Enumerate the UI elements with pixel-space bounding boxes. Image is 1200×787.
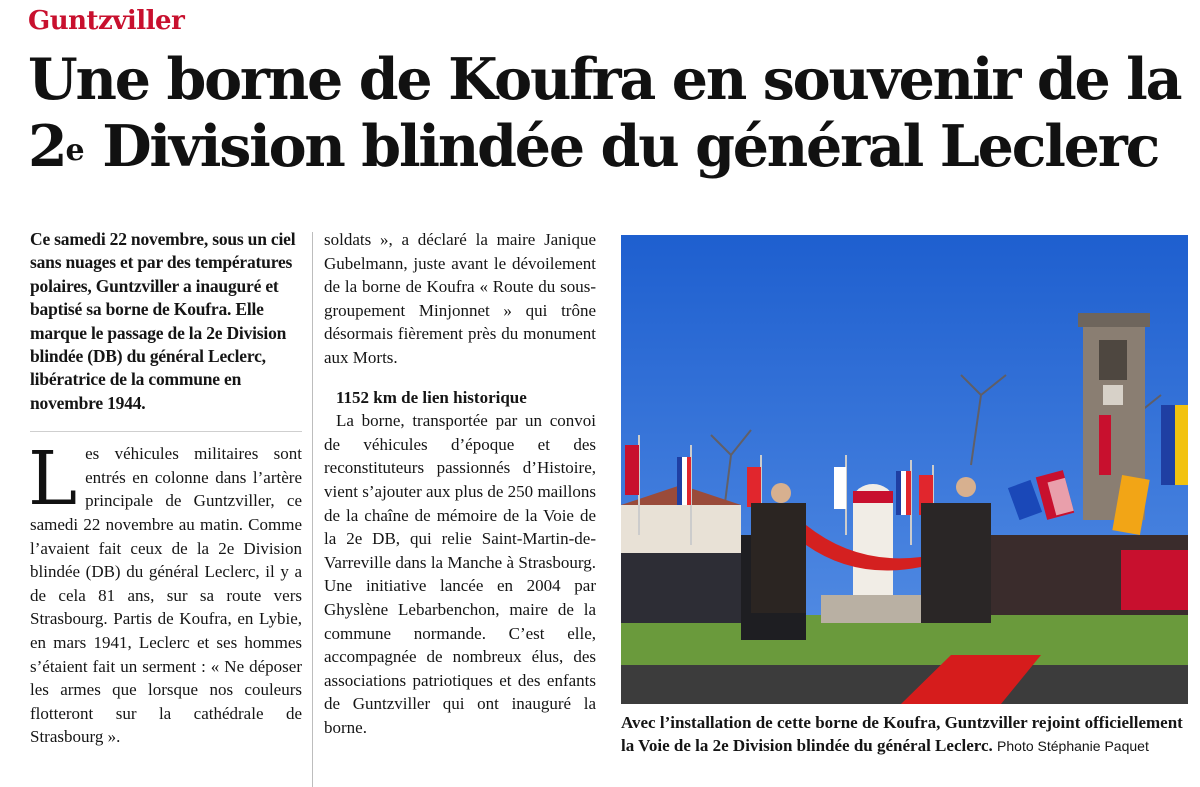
headline [28, 46, 1193, 180]
subheading: 1152 km de lien historique [336, 387, 527, 407]
drop-cap: L [28, 436, 78, 523]
body-paragraph-1 [28, 436, 302, 749]
column-2 [324, 228, 596, 739]
headline-line2-num: 2 [28, 113, 66, 180]
road [621, 665, 1188, 704]
ceremony-photo-illustration [621, 235, 1188, 704]
photo-caption [621, 712, 1188, 757]
section-kicker: Guntzviller [28, 6, 185, 36]
body-paragraph-1-text: es véhicules militaires sont entrés en colonne dans l’artère principale de Guntzviller, ce samedi 22 novembre au matin. Comme l’avaient fait ceux de la 2e Division blindée (DB) du général Leclerc, il y a de cela 81 ans, sur sa route vers Strasbourg. Partis de Koufra, en Lybie, en mars 1941, Leclerc et ses hommes s’étaient fait un serment : « Ne déposer les armes que lorsque nos couleurs flotteront sur la cathédrale de Strasbourg ». [30, 444, 302, 747]
photo-credit: Photo Stéphanie Paquet [997, 737, 1149, 754]
lead-divider [30, 431, 302, 432]
ceremony-photo [621, 235, 1188, 704]
headline-line1: Une borne de Koufra en souvenir de la [28, 46, 1181, 113]
body-paragraph-3: La borne, transportée par un convoi de véhicules d’époque et des reconstituteurs passionnés d’Histoire, vient s’ajouter aux plus de 250 maillons de la chaîne de mémoire de la Voie de la 2e DB, qui relie Saint-Martin-de-Varreville dans la Manche à Strasbourg. Une initiative lancée en 2004 par Ghyslène Lebarbenchon, maire de la commune normande. C’est elle, accompagnée de nombreux élus, des associations patriotiques et des enfants de Guntzviller qui ont inauguré la borne. [324, 411, 596, 737]
headline-line2-sup: e [65, 133, 85, 168]
headline-line2-rest: Division blindée du général Leclerc [84, 113, 1159, 180]
lead-paragraph: Ce samedi 22 novembre, sous un ciel sans nuages et par des températures polaires, Guntzviller a inauguré et baptisé sa borne de Koufra. Elle marque le passage de la 2e Division blindée (DB) du général Leclerc, libératrice de la commune en novembre 1944. [30, 229, 296, 413]
column-divider [312, 232, 313, 787]
body-paragraph-2: soldats », a déclaré la maire Janique Gubelmann, juste avant le dévoilement de la borne de Koufra « Route du sous-groupement Minjonnet » qui trône désormais fièrement près du monument aux Morts. [324, 230, 596, 367]
column-1 [30, 228, 302, 749]
caption-text: Avec l’installation de cette borne de Koufra, Guntzviller rejoint officiellement la Voie de la 2e Division blindée du général Leclerc. [621, 713, 1183, 755]
